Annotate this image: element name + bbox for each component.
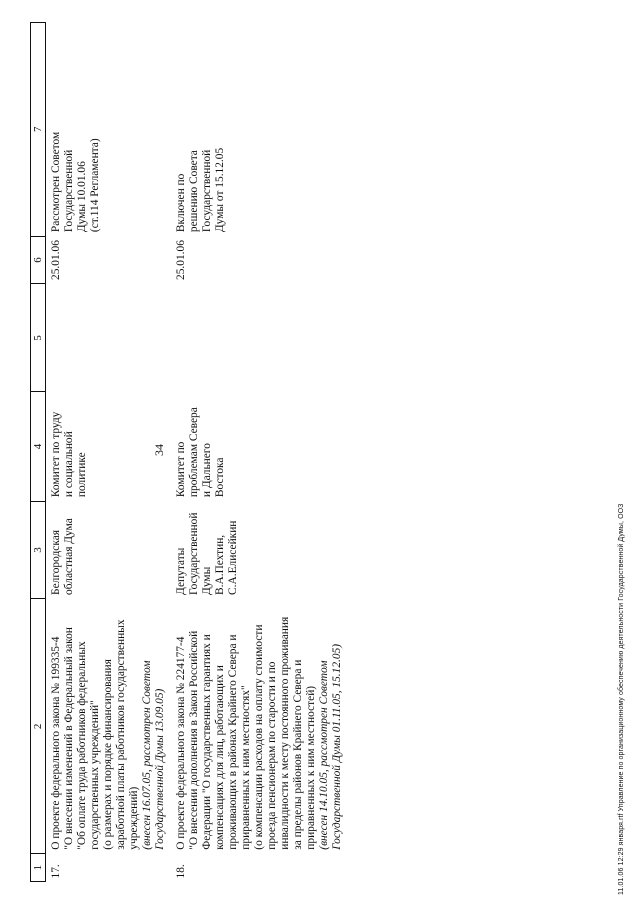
bill-title: О проекте федерального закона № 224177-4 xyxy=(175,636,187,850)
author-line: Думы xyxy=(201,566,213,595)
page-number: 34 xyxy=(152,444,166,456)
bill-desc-line: Федерации "О государственных гарантиях и xyxy=(201,634,213,850)
committee-line: Комитет по xyxy=(175,441,187,498)
row-number: 18. xyxy=(175,864,187,879)
bill-date: 25.01.06 xyxy=(50,240,62,280)
bill-desc-line: "О внесении изменений в Федеральный закон xyxy=(63,627,75,850)
author-line: областная Дума xyxy=(63,518,75,595)
header-cell-1: 1 xyxy=(31,854,46,882)
bill-title: О проекте федерального закона № 199335-4 xyxy=(50,636,62,850)
author-line: Депутаты xyxy=(175,547,187,595)
header-cell-5: 5 xyxy=(31,284,46,392)
bill-desc-line: инвалидности к месту постоянного проживания xyxy=(279,616,291,850)
author-line: В.А.Пехтин, xyxy=(214,534,226,595)
header-cell-6: 6 xyxy=(31,236,46,284)
committee-line: Востока xyxy=(214,457,226,498)
bill-desc-line: компенсациях для лиц, работающих и xyxy=(214,665,226,850)
status-line: Включен по xyxy=(175,173,187,233)
author-line: Государственной xyxy=(188,512,200,595)
bill-desc-line: "О внесении дополнения в Закон Российской xyxy=(188,630,200,850)
author-line: Белгородская xyxy=(50,530,62,595)
header-cell-7: 7 xyxy=(31,23,46,237)
bill-desc-line: учреждений) xyxy=(128,786,140,850)
bill-status xyxy=(173,23,350,237)
bill-note-line: (внесен 14.10.05, рассмотрен Советом xyxy=(318,660,330,850)
status-line: решению Совета xyxy=(188,150,200,233)
bill-note-line: (внесен 16.07.05, рассмотрен Советом xyxy=(141,660,153,850)
status-line: Думы 10.01.06 xyxy=(76,161,88,233)
bill-desc-line: (о компенсации расходов на оплату стоимости xyxy=(253,624,265,850)
header-cell-3: 3 xyxy=(31,501,46,599)
bill-desc-line: проживающих в районах Крайнего Севера и xyxy=(227,634,239,850)
col5-cell xyxy=(173,284,350,392)
status-line: Государственной xyxy=(63,149,75,233)
header-cell-2: 2 xyxy=(31,599,46,854)
committee-line: проблемам Севера xyxy=(188,407,200,498)
bill-desc-line: заработной платы работников государственных xyxy=(115,619,127,850)
bill-desc-line: государственных учреждений" xyxy=(89,700,101,850)
bill-note-line: Государственной Думы 01.11.05, 15.12.05) xyxy=(331,643,343,850)
status-line: (ст.114 Регламента) xyxy=(89,138,101,233)
bill-committee xyxy=(173,392,350,501)
footer-note: 11.01.06 12:29 января.rtf Управление по организационному обеспечению деятельности Государственной Думы, ООЗ xyxy=(618,503,625,895)
bill-description xyxy=(173,599,350,854)
bill-note-line: Государственной Думы 13.09.05) xyxy=(154,688,166,850)
bill-desc-line: за пределы районов Крайнего Севера и xyxy=(292,659,304,850)
bill-date: 25.01.06 xyxy=(175,240,187,280)
status-line: Государственной xyxy=(201,149,213,233)
committee-line: и Дальнего xyxy=(201,443,213,498)
bill-committee xyxy=(46,392,174,501)
committee-line: политике xyxy=(76,452,88,498)
col5-cell xyxy=(46,284,174,392)
bill-author xyxy=(46,501,174,599)
bills-table xyxy=(30,22,350,882)
committee-line: Комитет по труду xyxy=(50,411,62,498)
author-line: С.А.Елисейкин xyxy=(227,520,239,595)
header-cell-4: 4 xyxy=(31,392,46,501)
status-line: Думы от 15.12.05 xyxy=(214,147,226,233)
bill-desc-line: приравненных к ним местностей) xyxy=(305,685,317,850)
table-row xyxy=(173,23,350,882)
bill-desc-line: проезда пенсионерам по старости и по xyxy=(266,661,278,850)
bill-author xyxy=(173,501,350,599)
committee-line: и социальной xyxy=(63,431,75,498)
bill-status xyxy=(46,23,174,237)
bill-desc-line: приравненных к ним местностях" xyxy=(240,685,252,850)
bill-desc-line: (о размерах и порядке финансирования xyxy=(102,659,114,850)
header-row xyxy=(31,23,46,882)
status-line: Рассмотрен Советом xyxy=(50,131,62,233)
table-row xyxy=(46,23,174,882)
row-number: 17. xyxy=(50,864,62,879)
bill-desc-line: "Об оплате труда работников федеральных xyxy=(76,641,88,850)
bill-description xyxy=(46,599,174,854)
